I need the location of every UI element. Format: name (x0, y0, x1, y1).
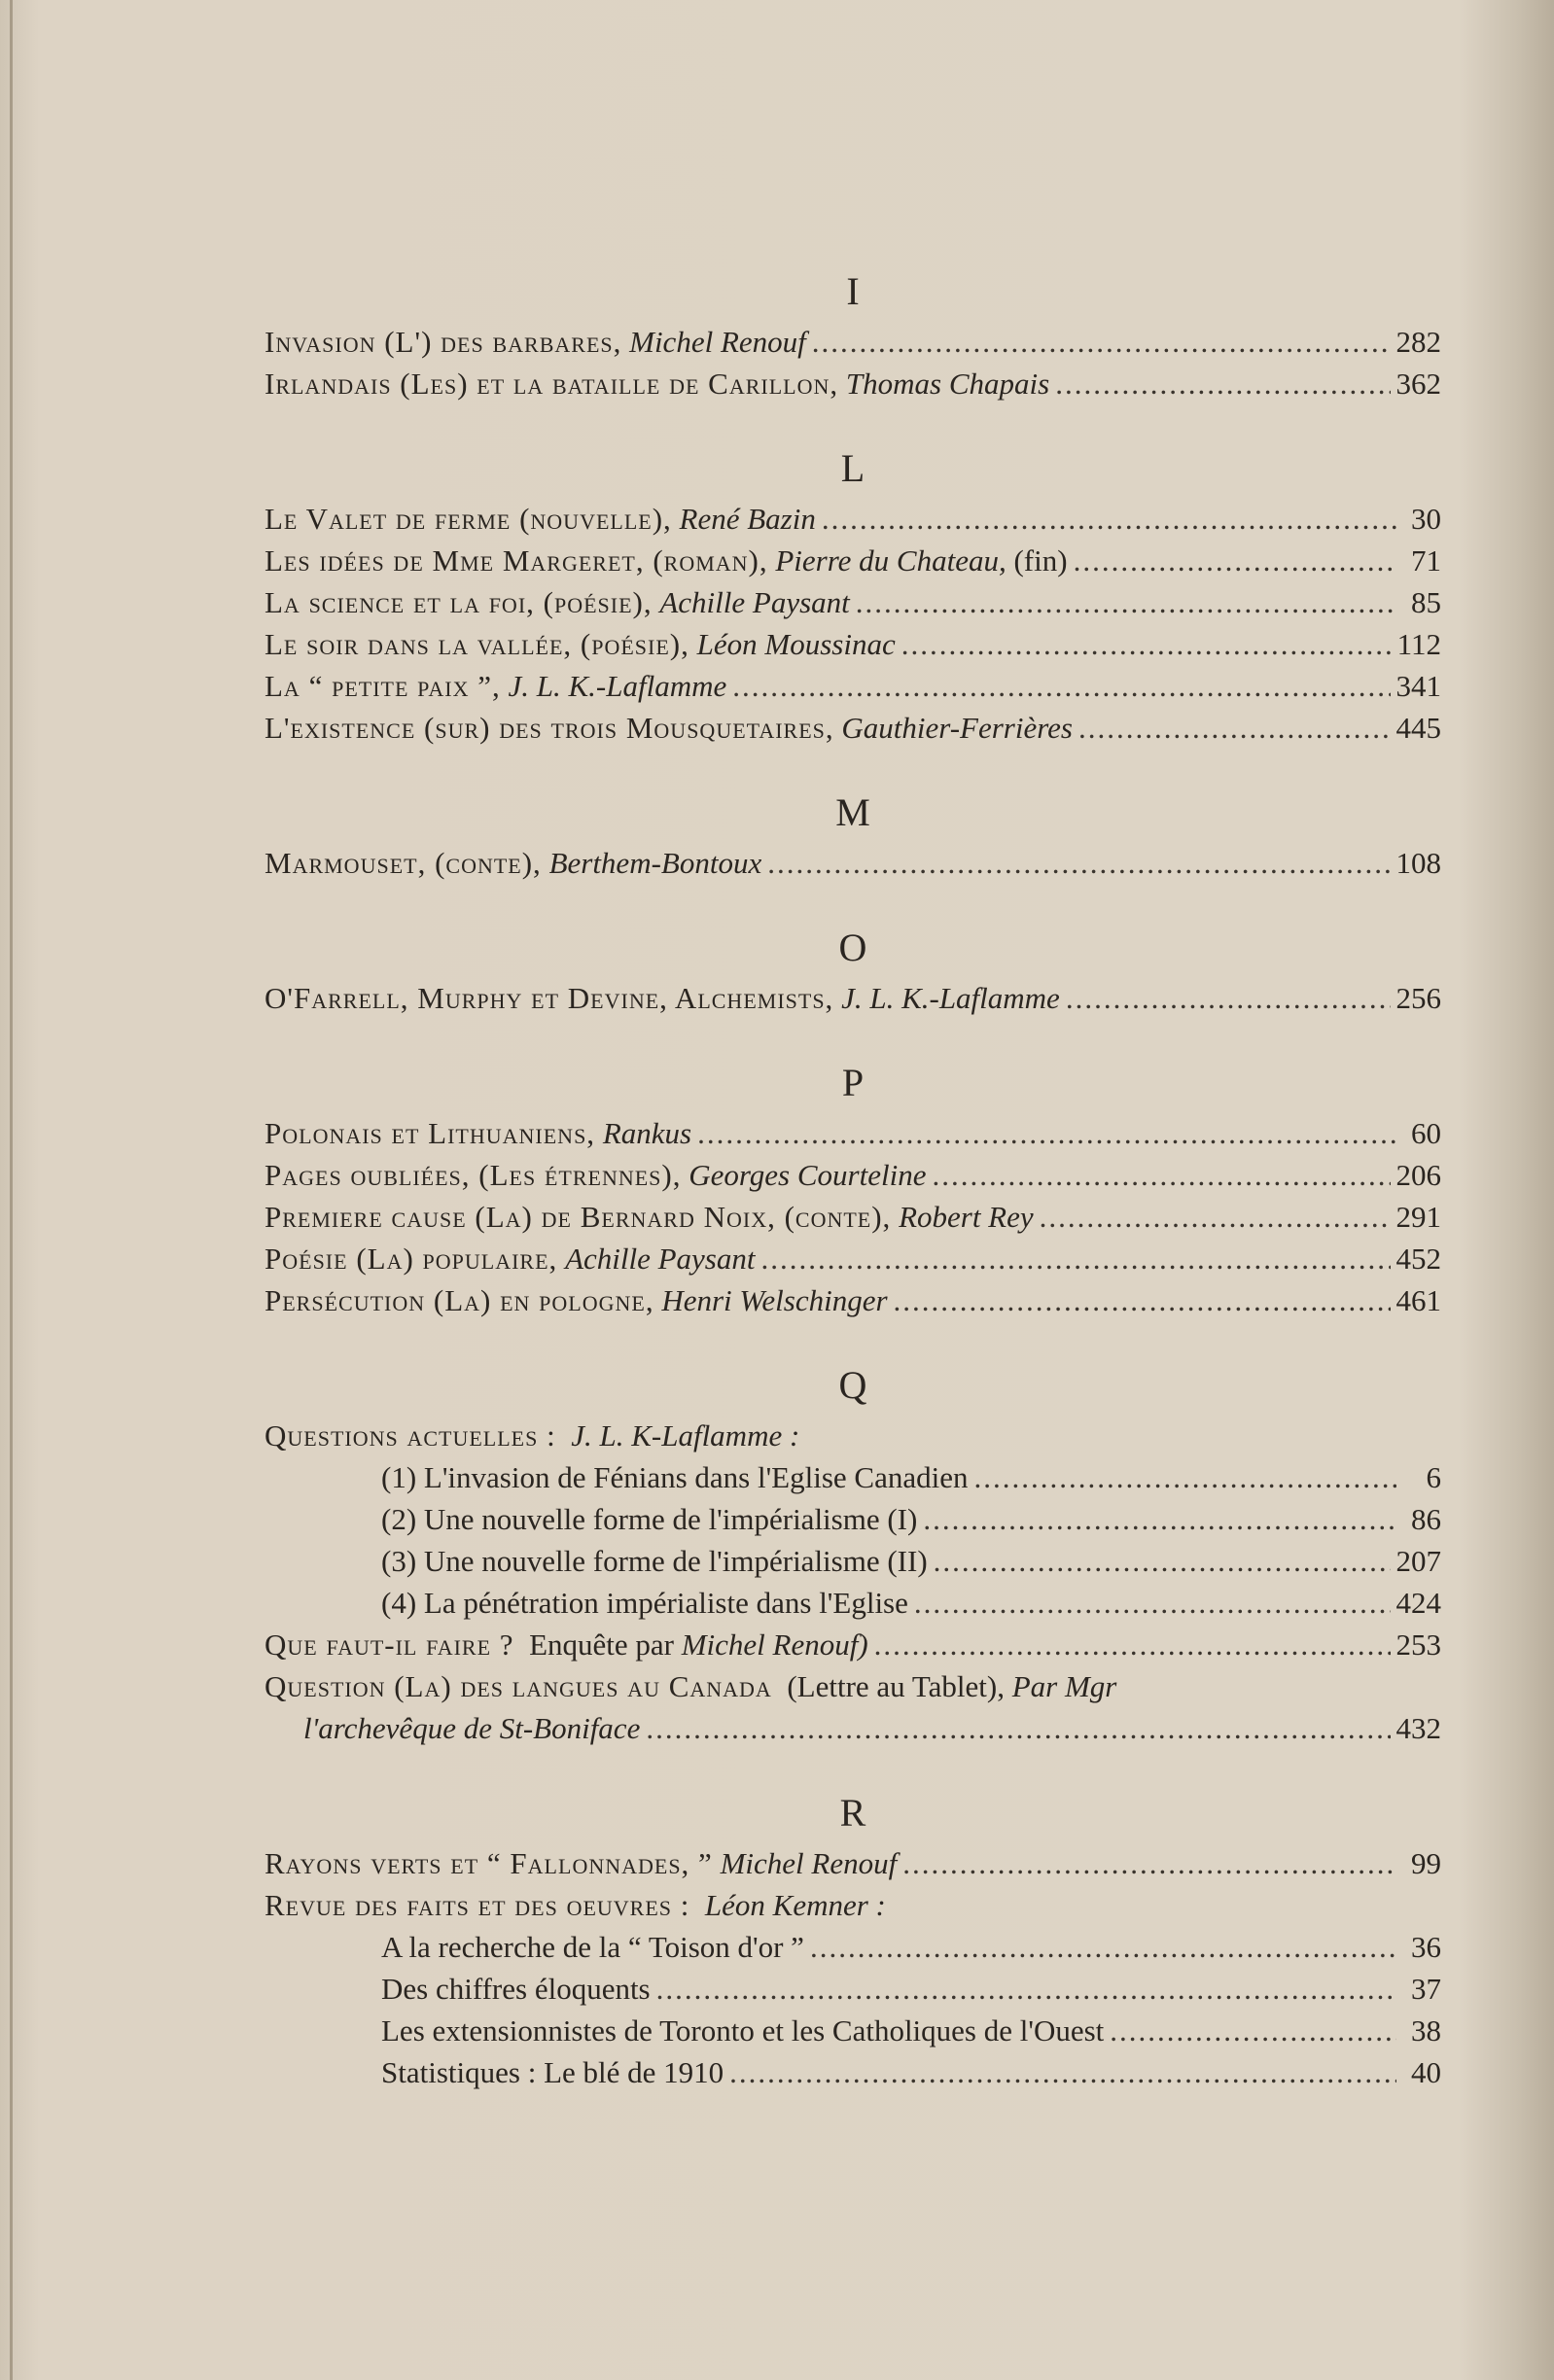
entry-page: 362 (1395, 367, 1441, 401)
section-o (265, 919, 1441, 1019)
leader-dots (902, 1842, 1396, 1884)
entry-title: L'existence (sur) des trois Mousquetaires, (265, 711, 834, 745)
entry-page: 99 (1411, 1846, 1441, 1880)
entry-title: O'Farrell, Murphy et Devine, Alchemists, (265, 981, 834, 1015)
leader-dots (974, 1456, 1397, 1498)
section-letter-p: P (841, 1061, 865, 1104)
index-entry (265, 707, 1441, 749)
entry-author: René Bazin (679, 502, 816, 536)
entry-title: Revue des faits et des oeuvres : (265, 1888, 690, 1922)
entry-author: Thomas Chapais (845, 367, 1050, 401)
entry-title: La science et la foi, (poésie), (265, 585, 653, 619)
index-entry (265, 363, 1441, 404)
entry-title: Pages oubliées, (Les étrennes), (265, 1158, 682, 1192)
entry-page: 424 (1395, 1586, 1441, 1620)
entry-title: Question (La) des langues au Canada (265, 1669, 772, 1703)
entry-page: 108 (1395, 846, 1441, 880)
index-subentry (265, 1540, 1441, 1582)
subentry-text: A la recherche de la “ Toison d'or ” (381, 1930, 804, 1964)
leader-dots (1040, 1196, 1391, 1238)
entry-mid: Enquête par (529, 1628, 674, 1662)
section-l (265, 439, 1441, 749)
index-entry (265, 623, 1441, 665)
index-entry (265, 321, 1441, 363)
entry-author: Berthem-Bontoux (548, 846, 762, 880)
leader-dots (1074, 540, 1396, 581)
entry-title: Premiere cause (La) de Bernard Noix, (conte), (265, 1200, 892, 1234)
index-subentry (265, 1456, 1441, 1498)
index-heading (265, 1415, 1441, 1456)
entry-author: Michel Renouf (629, 325, 806, 359)
entry-page: 30 (1411, 502, 1441, 536)
subentry-text: Les extensionnistes de Toronto et les Catholiques de l'Ouest (381, 2013, 1105, 2048)
entry-title: Le soir dans la vallée, (poésie), (265, 627, 689, 661)
index-entry (265, 581, 1441, 623)
entry-continuation-text: l'archevêque de St-Boniface (303, 1711, 641, 1745)
leader-dots (914, 1582, 1391, 1624)
leader-dots (1110, 2010, 1396, 2051)
subentry-text: (1) L'invasion de Fénians dans l'Eglise Canadien (381, 1460, 969, 1494)
entry-title: Que faut-il faire ? (265, 1628, 514, 1662)
index-entry (265, 1112, 1441, 1154)
entry-page: 112 (1396, 627, 1441, 661)
index-entry (265, 1624, 1441, 1665)
index-entry (265, 977, 1441, 1019)
subentry-text: (2) Une nouvelle forme de l'impérialisme (I) (381, 1502, 918, 1536)
leader-dots (822, 498, 1396, 540)
subentry-text: Statistiques : Le blé de 1910 (381, 2055, 724, 2089)
entry-page: 40 (1411, 2055, 1441, 2089)
leader-dots (934, 1540, 1391, 1582)
entry-mid: (Lettre au Tablet), (787, 1669, 1005, 1703)
index-subentry (265, 1498, 1441, 1540)
section-q (265, 1356, 1441, 1749)
section-r (265, 1784, 1441, 2093)
entry-author: Achille Paysant (565, 1242, 756, 1276)
entry-title: Persécution (La) en pologne, (265, 1283, 654, 1317)
entry-page: 445 (1395, 711, 1441, 745)
leader-dots (932, 1154, 1390, 1196)
index-entry-first-line (265, 1665, 1441, 1707)
entry-page: 71 (1411, 543, 1441, 578)
entry-title: Marmouset, (conte), (265, 846, 542, 880)
section-letter-q: Q (838, 1363, 867, 1407)
index-content (265, 262, 1441, 2128)
leader-dots (901, 623, 1392, 665)
entry-page: 341 (1395, 669, 1441, 703)
section-letter-i: I (846, 269, 860, 313)
index-subentry (265, 2010, 1441, 2051)
leader-dots (1066, 977, 1391, 1019)
leader-dots (656, 1968, 1396, 2010)
entry-author: J. L. K.-Laflamme (508, 669, 727, 703)
entry-author: Rankus (602, 1116, 692, 1150)
section-letter-o: O (838, 926, 867, 969)
entry-page: 6 (1426, 1460, 1441, 1494)
subentry-text: (4) La pénétration impérialiste dans l'Eglise (381, 1586, 908, 1620)
leader-dots (646, 1707, 1390, 1749)
entry-author: Achille Paysant (659, 585, 850, 619)
entry-title: Questions actuelles : (265, 1418, 556, 1452)
entry-page: 36 (1411, 1930, 1441, 1964)
entry-author: J. L. K.-Laflamme (841, 981, 1060, 1015)
entry-page: 206 (1395, 1158, 1441, 1192)
leader-dots (1078, 707, 1391, 749)
entry-page: 256 (1395, 981, 1441, 1015)
entry-author: Léon Moussinac (696, 627, 896, 661)
entry-page: 37 (1411, 1972, 1441, 2006)
index-entry (265, 1279, 1441, 1321)
entry-title: Les idées de Mme Margeret, (roman), (265, 543, 768, 578)
entry-page: 282 (1395, 325, 1441, 359)
entry-page: 253 (1395, 1628, 1441, 1662)
index-subentry (265, 2051, 1441, 2093)
index-entry (265, 1154, 1441, 1196)
entry-page: 452 (1395, 1242, 1441, 1276)
index-subentry (265, 1582, 1441, 1624)
entry-author: J. L. K-Laflamme : (571, 1418, 800, 1452)
entry-title: Polonais et Lithuaniens, (265, 1116, 596, 1150)
entry-author: Michel Renouf) (681, 1628, 868, 1662)
index-entry (265, 498, 1441, 540)
entry-page: 38 (1411, 2013, 1441, 2048)
leader-dots (810, 1926, 1396, 1968)
entry-author: Gauthier-Ferrières (841, 711, 1073, 745)
index-entry-continuation (265, 1707, 1441, 1749)
index-heading (265, 1884, 1441, 1926)
section-letter-m: M (835, 790, 870, 834)
entry-author: Henri Welschinger (661, 1283, 888, 1317)
entry-note: (fin) (1013, 543, 1068, 578)
leader-dots (760, 1238, 1390, 1279)
section-letter-l: L (840, 446, 865, 490)
index-entry (265, 540, 1441, 581)
section-m (265, 784, 1441, 884)
index-subentry (265, 1926, 1441, 1968)
index-entry (265, 842, 1441, 884)
section-p (265, 1054, 1441, 1321)
index-entry (265, 1196, 1441, 1238)
entry-title: Invasion (L') des barbares, (265, 325, 622, 359)
entry-title: La “ petite paix ”, (265, 669, 501, 703)
entry-page: 461 (1395, 1283, 1441, 1317)
entry-author: Pierre du Chateau, (775, 543, 1007, 578)
section-i (265, 262, 1441, 404)
leader-dots (1055, 363, 1390, 404)
entry-page: 85 (1411, 585, 1441, 619)
entry-page: 432 (1395, 1711, 1441, 1745)
subentry-text: Des chiffres éloquents (381, 1972, 651, 2006)
entry-page: 207 (1395, 1544, 1441, 1578)
leader-dots (729, 2051, 1396, 2093)
entry-author: Par Mgr (1011, 1669, 1117, 1703)
entry-title: Poésie (La) populaire, (265, 1242, 558, 1276)
entry-page: 291 (1395, 1200, 1441, 1234)
entry-page: 86 (1411, 1502, 1441, 1536)
leader-dots (767, 842, 1390, 884)
entry-title: Rayons verts et “ Fallonnades, ” (265, 1846, 713, 1880)
index-entry (265, 665, 1441, 707)
page-spine-edge (10, 0, 13, 2380)
leader-dots (812, 321, 1391, 363)
subentry-text: (3) Une nouvelle forme de l'impérialisme (II) (381, 1544, 928, 1578)
leader-dots (923, 1498, 1396, 1540)
leader-dots (697, 1112, 1396, 1154)
index-entry (265, 1842, 1441, 1884)
index-entry (265, 1238, 1441, 1279)
entry-author: Robert Rey (899, 1200, 1034, 1234)
entry-author: Léon Kemner : (704, 1888, 886, 1922)
entry-author: Georges Courteline (689, 1158, 927, 1192)
leader-dots (732, 665, 1390, 707)
index-subentry (265, 1968, 1441, 2010)
section-letter-r: R (839, 1791, 866, 1835)
leader-dots (856, 581, 1396, 623)
leader-dots (894, 1279, 1391, 1321)
entry-title: Irlandais (Les) et la bataille de Carillon, (265, 367, 839, 401)
entry-author: Michel Renouf (720, 1846, 898, 1880)
entry-title: Le Valet de ferme (nouvelle), (265, 502, 672, 536)
leader-dots (874, 1624, 1391, 1665)
entry-page: 60 (1411, 1116, 1441, 1150)
